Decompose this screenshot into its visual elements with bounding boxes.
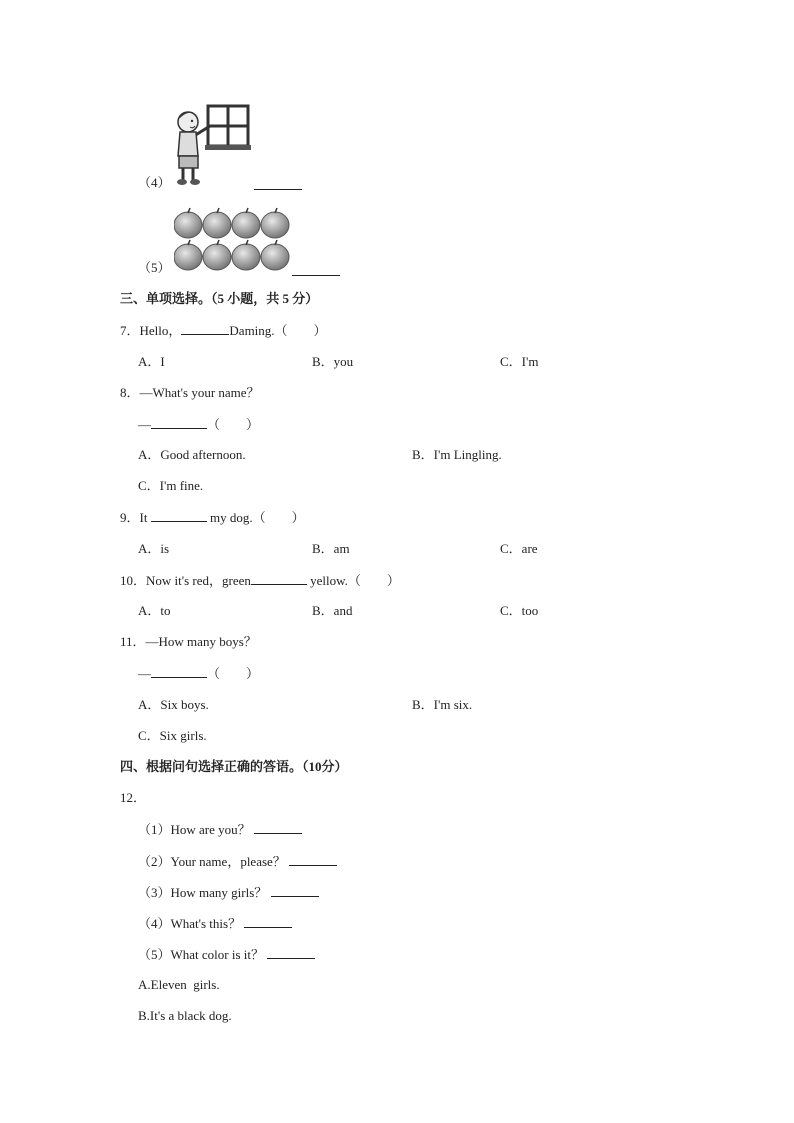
question-7-text-pre: Hello， — [139, 323, 182, 338]
q10-option-a[interactable]: A．to — [138, 603, 171, 618]
question-8-number: 8． — [120, 385, 140, 400]
question-9 — [120, 509, 305, 526]
question-8-blank[interactable] — [151, 416, 207, 429]
q10-option-c[interactable]: C．too — [500, 603, 539, 618]
question-8-reply-post: （ ） — [207, 417, 260, 432]
picture-item-4-label: （4） — [138, 175, 171, 190]
question-10-blank[interactable] — [251, 572, 307, 585]
q8-option-c[interactable]: C．I'm fine. — [138, 478, 204, 493]
question-11-number: 11． — [120, 634, 146, 649]
question-8-reply — [138, 416, 259, 433]
question-11-reply-post: （ ） — [207, 666, 260, 681]
q7-option-b[interactable]: B．you — [312, 354, 354, 369]
q12-item-3 — [138, 884, 319, 901]
q12-answer-a: A.Eleven girls. — [138, 977, 220, 992]
q12-answer-b: B.It's a black dog. — [138, 1008, 232, 1023]
section4-title: 四、根据问句选择正确的答语。（10分） — [120, 759, 348, 774]
q7-option-c[interactable]: C．I'm — [500, 354, 539, 369]
question-9-text-pre: It — [139, 510, 148, 525]
question-10-text-post: yellow.（ ） — [310, 573, 400, 588]
picture-item-5-label: （5） — [138, 260, 171, 275]
question-7-text-post: Daming.（ ） — [229, 323, 327, 338]
boy-window-picture — [168, 100, 254, 188]
q12-item-2-text: （2）Your name，please？ — [138, 854, 286, 869]
question-8 — [120, 385, 260, 401]
q10-option-b[interactable]: B．and — [312, 603, 353, 618]
question-10-text-pre: Now it's red，green — [146, 573, 251, 588]
q12-item-4-blank[interactable] — [244, 915, 292, 928]
question-8-reply-dash: — — [138, 417, 151, 432]
q12-item-4 — [138, 915, 292, 932]
q9-option-b[interactable]: B．am — [312, 541, 350, 556]
question-9-number: 9． — [120, 510, 140, 525]
question-11-blank[interactable] — [151, 665, 207, 678]
question-7-blank[interactable] — [181, 322, 229, 335]
question-10 — [120, 572, 400, 589]
question-9-text-post: my dog.（ ） — [209, 510, 305, 525]
question-8-text: —What's your name？ — [139, 385, 260, 400]
question-12-number: 12． — [120, 790, 147, 805]
q9-option-c[interactable]: C．are — [500, 541, 538, 556]
picture-item-4-answer-blank[interactable] — [254, 188, 302, 190]
question-10-number: 10． — [120, 573, 147, 588]
question-11 — [120, 634, 257, 650]
q12-item-1-blank[interactable] — [254, 821, 302, 834]
picture-item-5-answer-blank[interactable] — [292, 274, 340, 276]
question-11-reply — [138, 665, 259, 682]
q8-option-b[interactable]: B．I'm Lingling. — [412, 447, 502, 462]
q12-item-1 — [138, 821, 302, 838]
q12-item-3-blank[interactable] — [271, 884, 319, 897]
question-7-number: 7． — [120, 323, 140, 338]
question-11-text: —How many boys？ — [145, 634, 257, 649]
q12-item-5 — [138, 946, 315, 963]
apples-picture — [174, 206, 292, 274]
q12-item-1-text: （1）How are you？ — [138, 822, 251, 837]
q9-option-a[interactable]: A．is — [138, 541, 170, 556]
q12-item-4-text: （4）What's this？ — [138, 916, 242, 931]
q11-option-c[interactable]: C．Six girls. — [138, 728, 207, 743]
q12-item-5-text: （5）What color is it？ — [138, 947, 265, 962]
q12-item-3-text: （3）How many girls？ — [138, 885, 268, 900]
q11-option-b[interactable]: B．I'm six. — [412, 697, 473, 712]
q7-option-a[interactable]: A．I — [138, 354, 165, 369]
question-9-blank[interactable] — [151, 509, 207, 522]
question-7 — [120, 322, 327, 339]
q8-option-a[interactable]: A．Good afternoon. — [138, 447, 246, 462]
q12-item-2-blank[interactable] — [289, 853, 337, 866]
q12-item-2 — [138, 853, 337, 870]
section3-title: 三、单项选择。（5 小题，共 5 分） — [120, 291, 319, 306]
q12-item-5-blank[interactable] — [267, 946, 315, 959]
q11-option-a[interactable]: A．Six boys. — [138, 697, 209, 712]
question-11-reply-dash: — — [138, 666, 151, 681]
